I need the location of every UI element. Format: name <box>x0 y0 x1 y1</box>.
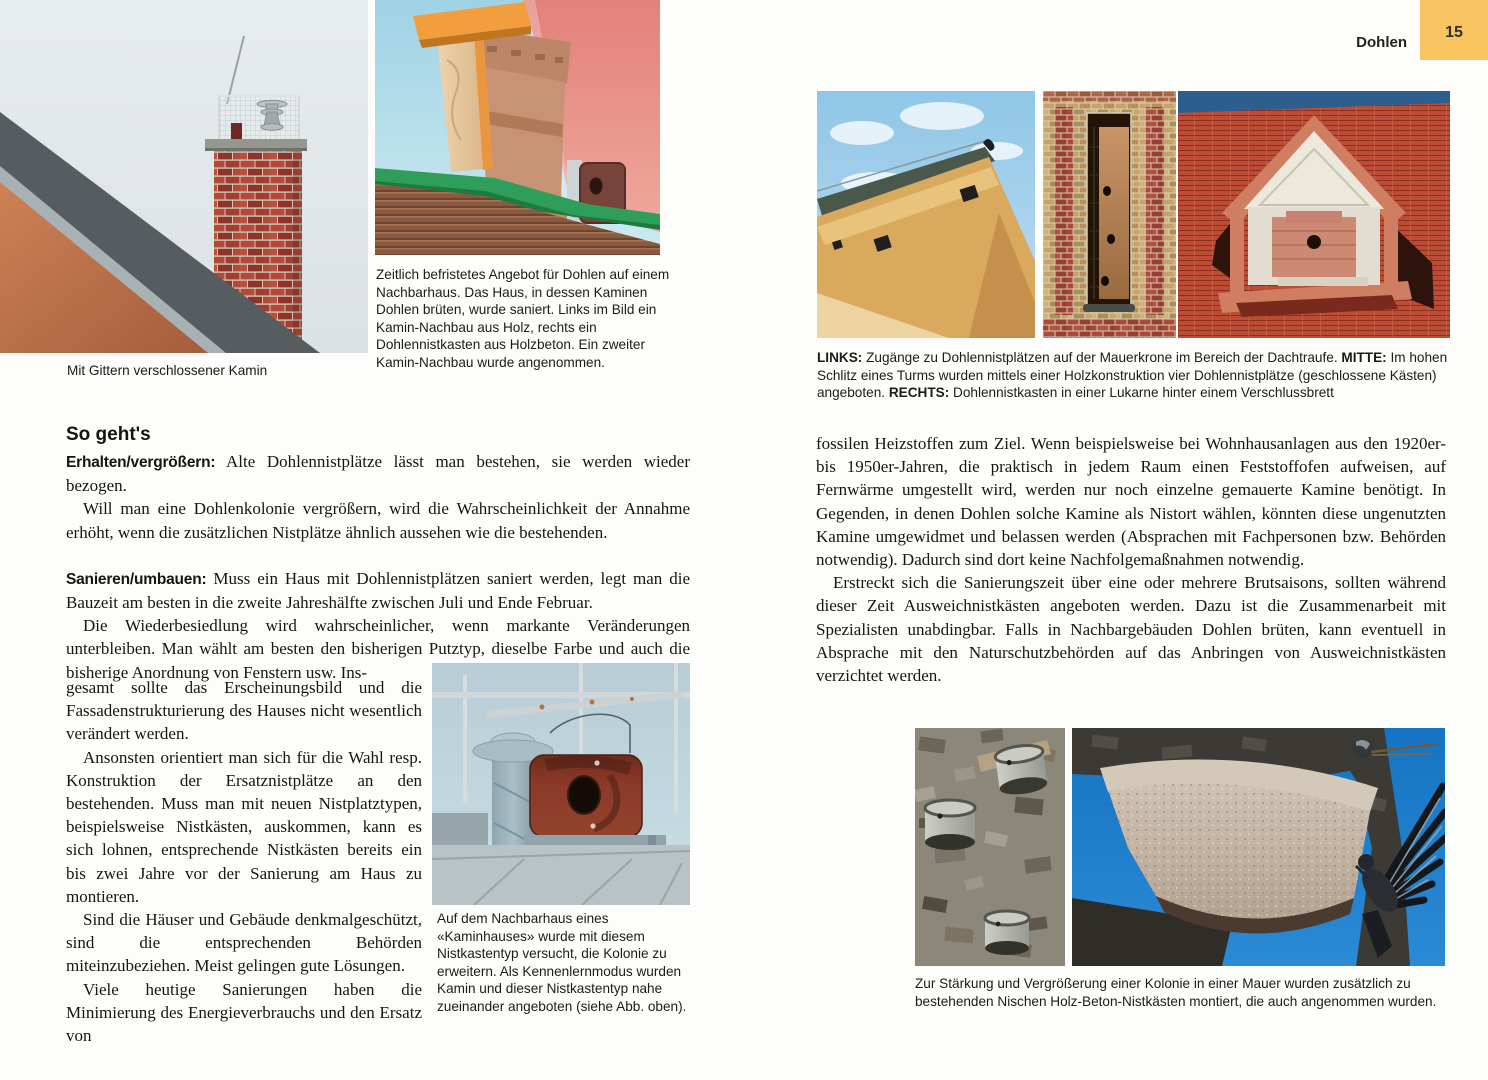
paragraph: Viele heutige Sanierungen haben die Minimierung des Energieverbrauchs und den Ersatz von <box>66 979 422 1046</box>
paragraph: Sind die Häuser und Gebäude denkmalgeschützt, sind die entsprechenden Behörden miteinzubeziehen. Meist gelingen gute Lösungen. <box>66 910 422 976</box>
caption-photo-chimney-grid: Mit Gittern verschlossener Kamin <box>67 363 268 378</box>
section-heading: So geht's <box>66 424 151 445</box>
paragraph-erhalten: Erhalten/vergrößern: Alte Dohlennistplätze lässt man bestehen, sie werden wieder bezogen. <box>66 452 690 496</box>
page-number-tab <box>1420 0 1488 60</box>
page-number: 15 <box>1445 24 1463 41</box>
photo-rooftop-nestbox <box>432 663 690 905</box>
caption-right-top-photos: LINKS: Zugänge zu Dohlennistplätzen auf der Mauerkrone im Bereich der Dachtraufe. MITTE: Im hohen Schlitz eines Turms wurden mittels einer Holzkonstruktion vier Dohlennistplätze (geschlossene Kästen) angeboten. RECHTS: Dohlennistkasten in einer Lukarne hinter einem Verschlussbrett <box>817 350 1448 401</box>
paragraph: fossilen Heizstoffen zum Ziel. Wenn beispielsweise bei Wohnhausanlagen aus den 1920er- bis 1950er-Jahren, die praktisch in jedem Raum einen Feststoffofen aufweisen, auf Fernwärme umgestellt wird, werden nur noch einzelne gemauerte Kamine benötigt. In Gegenden, in denen Dohlen solche Kamine als Nistort wählen, könnten diese ungenutzten Kamine umgewidmet und belassen werden (Absprachen mit Fachpersonen bzw. Behörden notwendig). Dadurch sind dort keine Nachfolgemaßnahmen notwendig. <box>816 434 1446 570</box>
caption-label-links: LINKS: <box>817 350 863 365</box>
body-text-left-column-narrow <box>66 676 422 1047</box>
photo-jackdaw-at-nestbox <box>1072 728 1445 966</box>
page-header-section-title: Dohlen <box>1356 34 1407 51</box>
photo-dormer-closure-board <box>1178 91 1450 338</box>
photo-chimney-with-grid <box>0 0 368 353</box>
paragraph-lead-sanieren: Sanieren/umbauen: <box>66 570 207 588</box>
paragraph: Ansonsten orientiert man sich für die Wahl resp. Konstruktion der Ersatznistplätze an den bestehenden. Muss man mit neuen Nistplatztypen, beispielsweise Nistkästen, auskommen, kann es sich lohnen, entsprechende Nistkästen bereits ein bis zwei Jahre vor der Sanierung am Haus zu montieren. <box>66 747 422 906</box>
photo-pink-house-nestbox <box>375 0 660 255</box>
body-text-left-column-wide <box>66 450 690 684</box>
photo-wall-with-nestboxes <box>915 728 1065 966</box>
paragraph: Erstreckt sich die Sanierungszeit über eine oder mehrere Brutsaisons, sollten während dieser Zeit Ausweichnistkästen angeboten werden. Dazu ist die Zusammenarbeit mit Spezialisten unabdingbar. Falls in Nachbargebäuden Dohlen brüten, kann eventuell in Absprache mit den Naturschutzbehörden auf das Anbringen von Ausweichnistkästen verzichtet werden. <box>816 573 1446 686</box>
paragraph-lead-erhalten: Erhalten/vergrößern: <box>66 454 216 471</box>
caption-bottom-right-photos: Zur Stärkung und Vergrößerung einer Kolonie in einer Mauer wurden zusätzlich zu bestehenden Nischen Holz-Beton-Nistkästen montiert, die auch angenommen wurden. <box>915 976 1437 1009</box>
paragraph: gesamt sollte das Erscheinungsbild und die Fassadenstrukturierung des Hauses nicht wesentlich verändert werden. <box>66 678 422 744</box>
paragraph: Will man eine Dohlenkolonie vergrößern, wird die Wahrscheinlichkeit der Annahme erhöht, wenn die zusätzlichen Nistplätze ähnlich aussehen wie die bestehenden. <box>66 499 690 542</box>
caption-label-rechts: RECHTS: <box>888 385 950 401</box>
caption-photo-rooftop-nestbox: Auf dem Nachbarhaus eines «Kaminhauses» wurde mit diesem Nistkastentyp versucht, die Kolonie zu erweitern. Als Kennenlernmodus wurden Kamin und dieser Nistkastentyp nahe zueinander angeboten (siehe Abb. oben). <box>437 911 687 1014</box>
paragraph: Die Wiederbesiedlung wird wahrscheinlicher, wenn markante Veränderungen unterbleiben. Man wählt am besten den bisherigen Putztyp, dieselbe Farbe und auch die bisherige Anordnung von Fenstern usw. Ins- <box>66 616 690 682</box>
caption-label-mitte: MITTE: <box>1341 350 1387 365</box>
caption-photo-pink-house: Zeitlich befristetes Angebot für Dohlen auf einem Nachbarhaus. Das Haus, in dessen Kaminen Dohlen brüten, wurde saniert. Links im Bild ein Kamin-Nachbau aus Holz, rechts ein Dohlennistkasten aus Holzbeton. Ein zweiter Kamin-Nachbau wurde angenommen. <box>376 267 670 370</box>
photo-tower-slit-nest-sites <box>1043 91 1176 338</box>
paragraph-sanieren: Sanieren/umbauen: Muss ein Haus mit Dohlennistplätzen saniert werden, legt man die Bauzeit am besten in die zweite Jahreshälfte zwischen Juli und Ende Februar. <box>66 568 690 613</box>
photo-building-corner-eaves <box>817 91 1035 338</box>
body-text-right-column <box>816 432 1446 687</box>
